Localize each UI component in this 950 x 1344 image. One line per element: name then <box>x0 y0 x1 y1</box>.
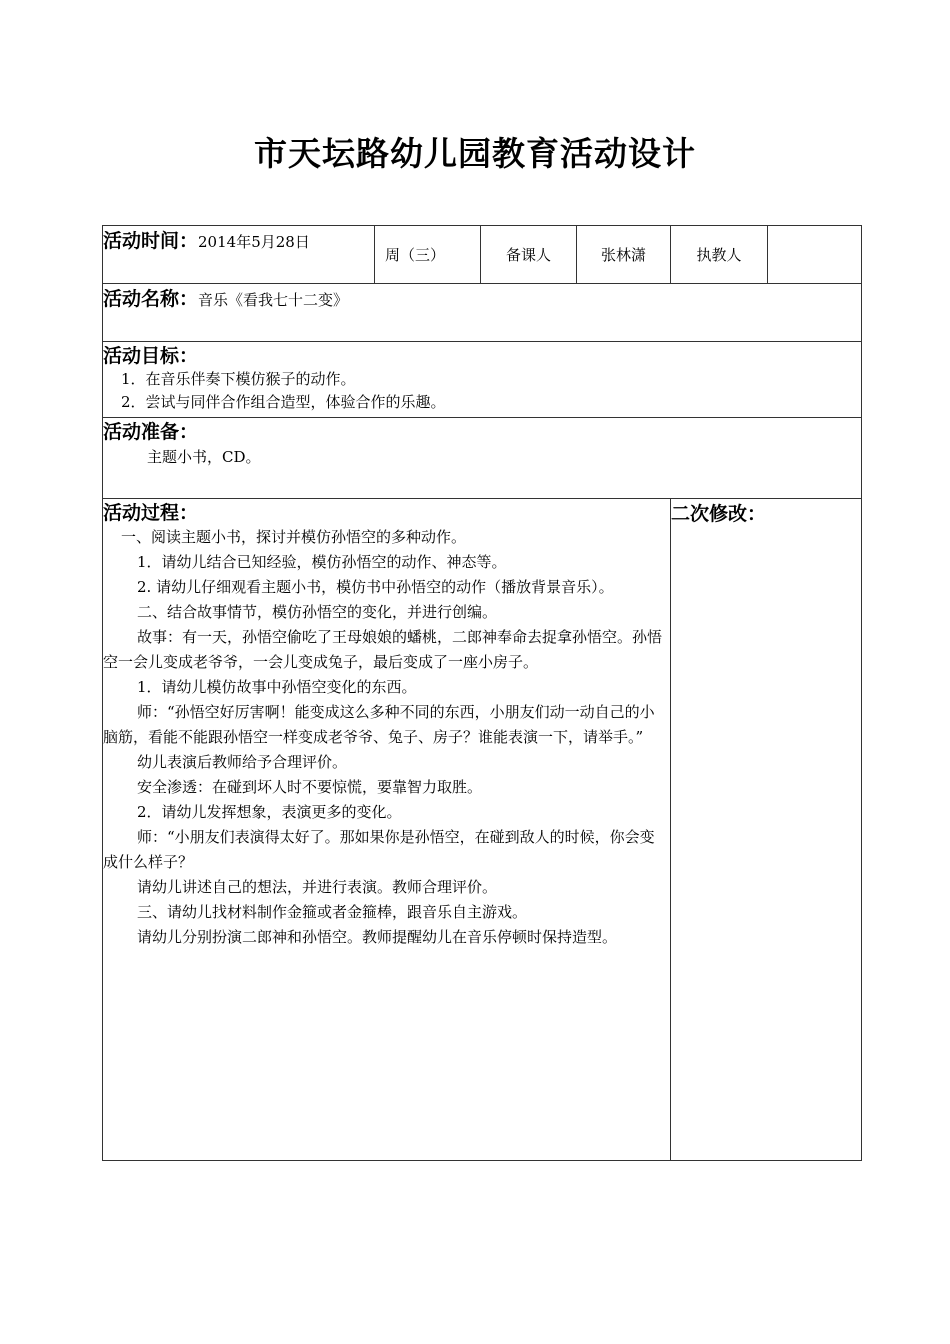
process-cell <box>103 499 671 1161</box>
revision-label: 二次修改： <box>671 503 767 525</box>
process-paragraph: 2. 请幼儿仔细观看主题小书，模仿书中孙悟空的动作（播放背景音乐）。 <box>137 578 614 596</box>
process-label: 活动过程： <box>103 502 199 524</box>
time-cell <box>103 226 375 284</box>
process-paragraph: 安全渗透：在碰到坏人时不要惊慌，要靠智力取胜。 <box>137 778 483 796</box>
preparer-name-cell <box>577 226 671 284</box>
revision-cell <box>671 499 862 1161</box>
process-paragraph: 请幼儿分别扮演二郎神和孙悟空。教师提醒幼儿在音乐停顿时保持造型。 <box>137 928 618 946</box>
prep-cell <box>103 418 862 499</box>
activity-form-table <box>102 225 862 1161</box>
header-row <box>103 226 862 284</box>
prep-value: 主题小书，CD。 <box>147 448 261 466</box>
weekday-value: 周（三） <box>385 246 446 264</box>
process-paragraph: 三、请幼儿找材料制作金箍或者金箍棒，跟音乐自主游戏。 <box>137 903 528 921</box>
weekday-cell <box>375 226 481 284</box>
process-paragraph: 一、阅读主题小书，探讨并模仿孙悟空的多种动作。 <box>121 528 467 546</box>
process-paragraph: 请幼儿讲述自己的想法，并进行表演。教师合理评价。 <box>137 878 498 896</box>
prep-row <box>103 418 862 499</box>
process-paragraph: 师：“孙悟空好厉害啊！能变成这么多种不同的东西，小朋友们动一动自己的小脑筋，看能不能跟孙悟空一样变成老爷爷、兔子、房子？谁能表演一下，请举手。” <box>103 703 655 746</box>
process-paragraph: 幼儿表演后教师给予合理评价。 <box>137 753 348 771</box>
prep-label: 活动准备： <box>103 421 199 443</box>
time-label: 活动时间： <box>103 230 199 252</box>
preparer-name: 张林潇 <box>600 246 646 264</box>
goals-row <box>103 342 862 418</box>
goals-cell <box>103 342 862 418</box>
process-paragraph: 师：“小朋友们表演得太好了。那如果你是孙悟空，在碰到敌人的时候，你会变成什么样子？ <box>103 828 655 871</box>
process-paragraph: 故事：有一天，孙悟空偷吃了王母娘娘的蟠桃，二郎神奉命去捉拿孙悟空。孙悟空一会儿变成老爷爷，一会儿变成兔子，最后变成了一座小房子。 <box>103 628 663 671</box>
name-label: 活动名称： <box>103 288 199 310</box>
process-paragraph: 1．请幼儿结合已知经验，模仿孙悟空的动作、神态等。 <box>137 553 507 571</box>
process-paragraph: 二、结合故事情节，模仿孙悟空的变化，并进行创编。 <box>137 603 498 621</box>
preparer-label-cell <box>481 226 577 284</box>
teacher-label: 执教人 <box>696 246 742 264</box>
goal-item: 2．尝试与同伴合作组合造型，体验合作的乐趣。 <box>121 393 446 411</box>
name-row <box>103 284 862 342</box>
goals-label: 活动目标： <box>103 345 199 367</box>
teacher-label-cell <box>671 226 768 284</box>
document-title: 市天坛路幼儿园教育活动设计 <box>254 134 696 173</box>
process-paragraph: 2．请幼儿发挥想象，表演更多的变化。 <box>137 803 402 821</box>
process-paragraph: 1．请幼儿模仿故事中孙悟空变化的东西。 <box>137 678 417 696</box>
process-row <box>103 499 862 1161</box>
name-value: 音乐《看我七十二变》 <box>198 291 349 309</box>
name-cell <box>103 284 862 342</box>
preparer-label: 备课人 <box>505 246 551 264</box>
teacher-name-cell <box>768 226 862 284</box>
goal-item: 1．在音乐伴奏下模仿猴子的动作。 <box>121 370 356 388</box>
time-value: 2014年5月28日 <box>198 233 310 251</box>
